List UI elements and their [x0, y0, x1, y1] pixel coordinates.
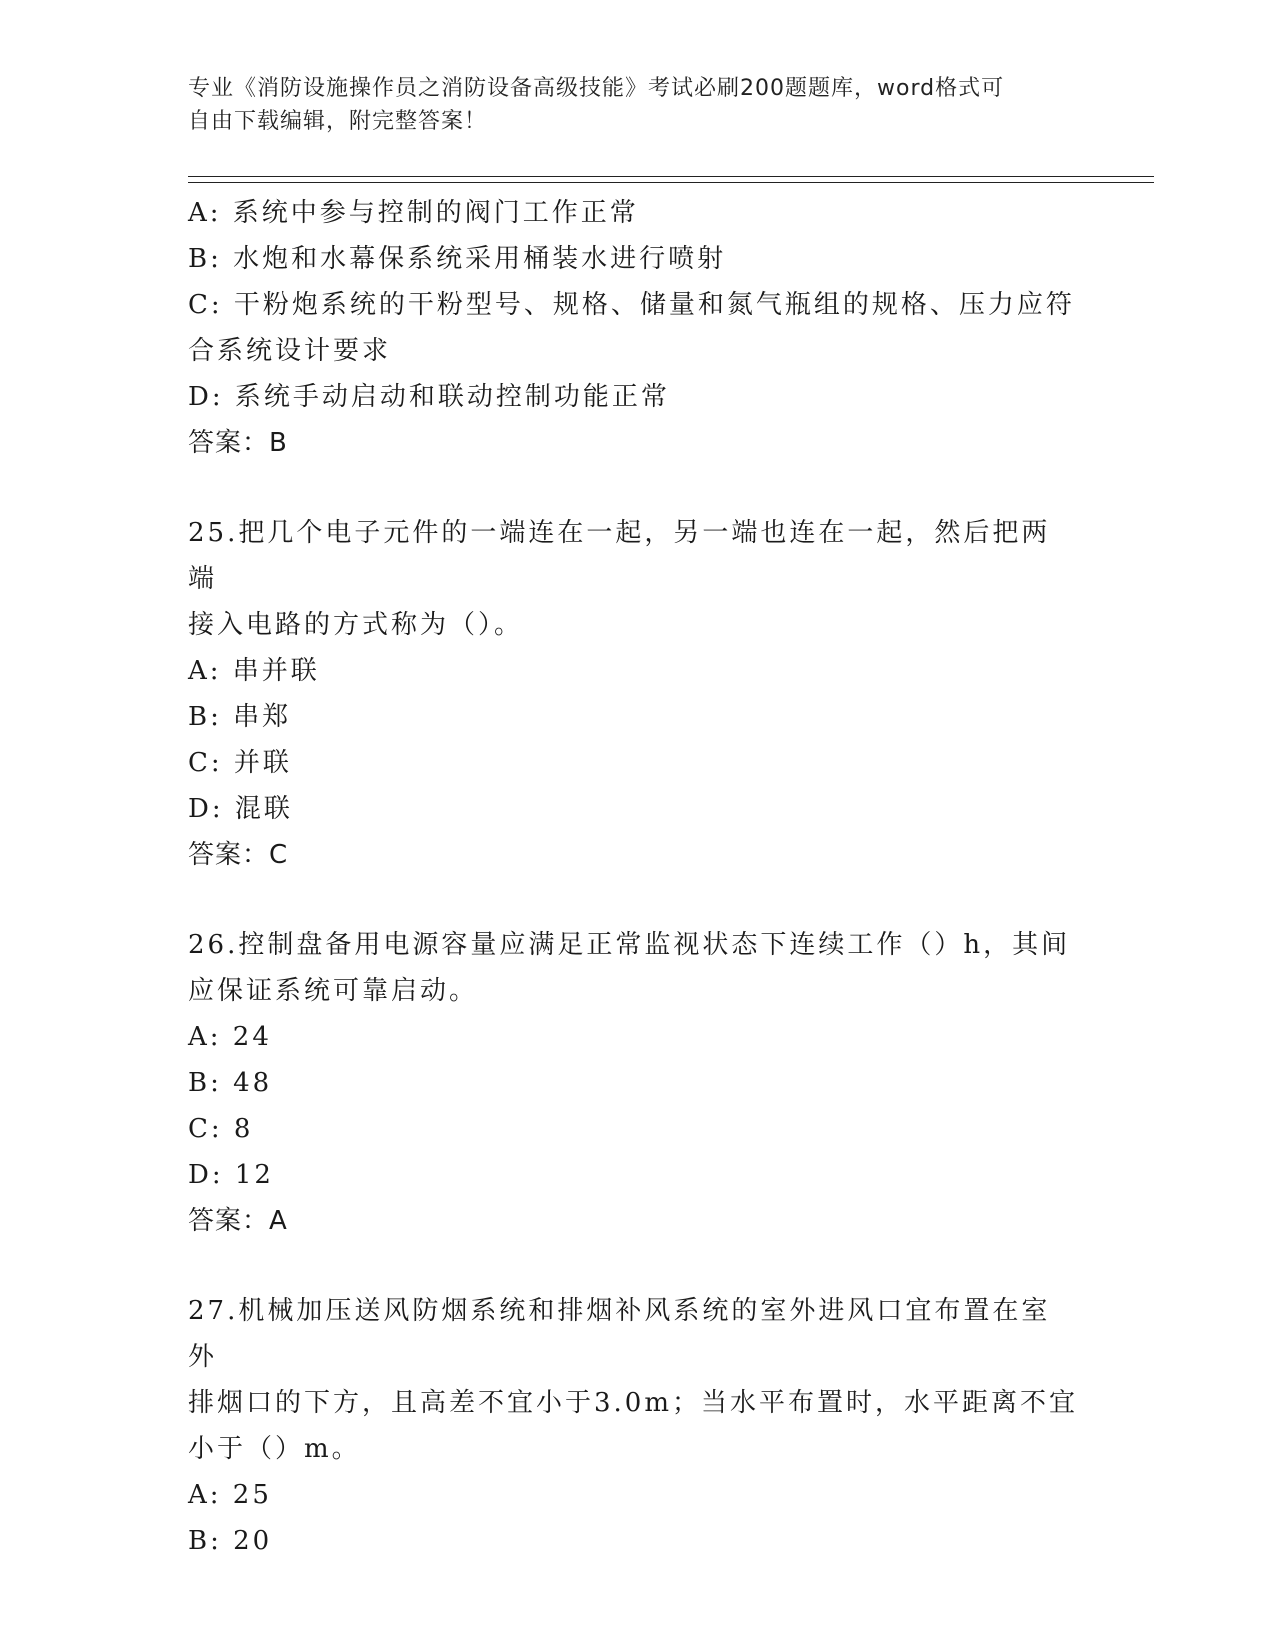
option-line: B: 48	[188, 1068, 273, 1098]
question-stem-line: 应保证系统可靠启动。	[188, 976, 479, 1006]
answer-line: 答案：C	[188, 840, 289, 870]
question-24	[188, 190, 1078, 466]
option-line: A: 24	[188, 1022, 272, 1052]
option-line: 合系统设计要求	[188, 336, 392, 366]
header-line-2: 自由下载编辑，附完整答案！	[188, 109, 488, 134]
header-line-1: 专业《消防设施操作员之消防设备高级技能》考试必刷200题题库，word格式可	[188, 76, 1005, 101]
option-line: B: 串郑	[188, 702, 292, 732]
question-stem-line: 接入电路的方式称为（）。	[188, 610, 524, 640]
header-divider-bottom	[188, 182, 1154, 183]
option-line: C: 并联	[188, 748, 292, 778]
option-line: A: 串并联	[188, 656, 320, 686]
header-divider-top	[188, 176, 1154, 177]
option-line: A: 25	[188, 1480, 272, 1510]
document-header	[188, 72, 1068, 138]
question-stem-line: 排烟口的下方，且高差不宜小于3.0m；当水平布置时，水平距离不宜	[188, 1388, 1079, 1418]
option-line: D: 12	[188, 1160, 274, 1190]
option-line: C: 8	[188, 1114, 254, 1144]
question-stem-line: 小于（）m。	[188, 1434, 361, 1464]
option-line: D: 混联	[188, 794, 293, 824]
answer-line: 答案：A	[188, 1206, 288, 1236]
option-line: C: 干粉炮系统的干粉型号、规格、储量和氮气瓶组的规格、压力应符	[188, 290, 1075, 320]
question-stem-line: 26.控制盘备用电源容量应满足正常监视状态下连续工作（）h，其间	[188, 930, 1071, 960]
question-stem-line: 27.机械加压送风防烟系统和排烟补风系统的室外进风口宜布置在室外	[188, 1296, 1051, 1372]
question-25	[188, 510, 1078, 878]
option-line: B: 水炮和水幕保系统采用桶装水进行喷射	[188, 244, 727, 274]
question-stem-line: 25.把几个电子元件的一端连在一起，另一端也连在一起，然后把两端	[188, 518, 1051, 594]
option-line: A: 系统中参与控制的阀门工作正常	[188, 198, 639, 228]
option-line: B: 20	[188, 1526, 273, 1556]
option-line: D: 系统手动启动和联动控制功能正常	[188, 382, 670, 412]
answer-line: 答案：B	[188, 428, 288, 458]
question-27	[188, 1288, 1078, 1564]
question-content	[188, 190, 1078, 1564]
question-26	[188, 922, 1078, 1244]
